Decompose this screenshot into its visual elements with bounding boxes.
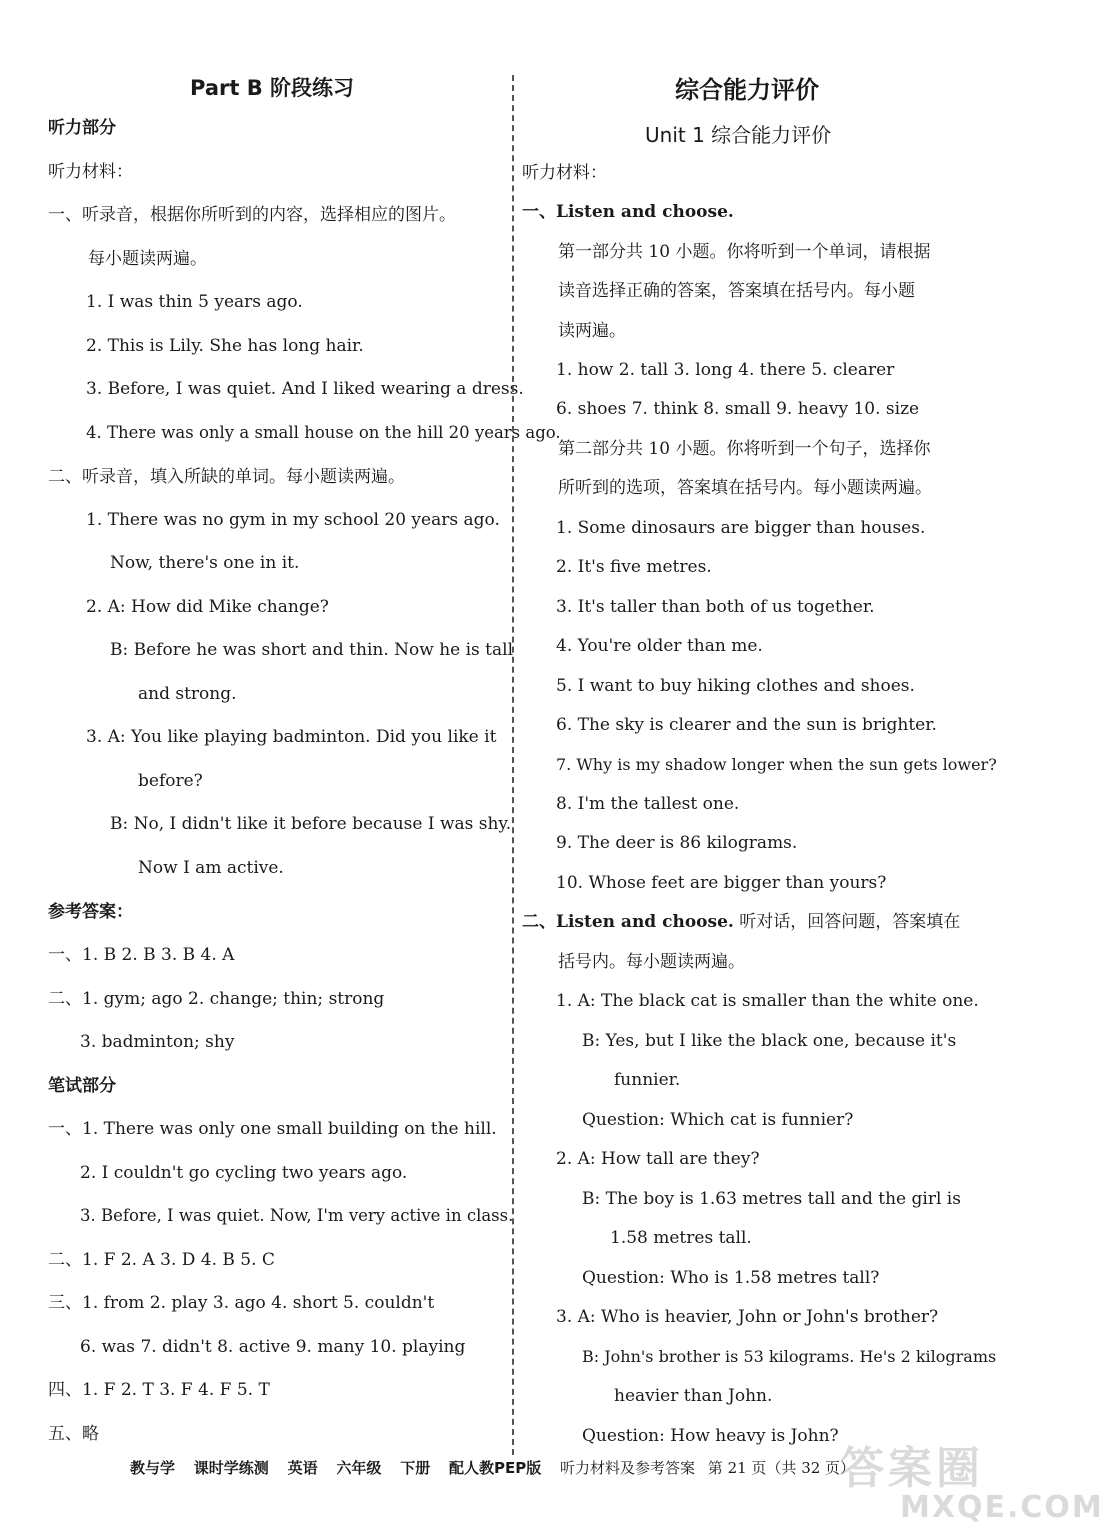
left-s2-line: before? <box>138 771 203 791</box>
left-s1-item: 4. There was only a small house on the hill 20 years ago. <box>86 423 561 442</box>
right-s2-line: B: The boy is 1.63 metres tall and the girl is <box>582 1189 961 1209</box>
answer-line: 3. badminton; shy <box>80 1032 235 1052</box>
right-s1-words: 1. how 2. tall 3. long 4. there 5. clearer <box>556 360 895 380</box>
right-s2-line: B: John's brother is 53 kilograms. He's 2 kilograms <box>582 1347 997 1366</box>
right-s2-line: 2. A: How tall are they? <box>556 1149 760 1169</box>
written-line: 2. I couldn't go cycling two years ago. <box>80 1163 408 1183</box>
left-s1-item: 3. Before, I was quiet. And I liked wearing a dress. <box>86 379 524 399</box>
left-s2-line: B: Before he was short and thin. Now he is tall <box>110 640 514 660</box>
right-materials-label: 听力材料： <box>522 163 607 183</box>
right-s2-line: funnier. <box>614 1070 681 1090</box>
right-s2-line: 1.58 metres tall. <box>610 1228 752 1248</box>
right-s1-sentence: 9. The deer is 86 kilograms. <box>556 833 798 853</box>
right-s2-title <box>522 911 960 933</box>
right-s1-sentence: 7. Why is my shadow longer when the sun gets lower? <box>556 755 997 774</box>
watermark-top: 答案圈 <box>840 1443 984 1494</box>
left-s2-line: and strong. <box>138 684 237 704</box>
right-s1-sentence: 1. Some dinosaurs are bigger than houses. <box>556 518 926 538</box>
right-s1-intro2: 第二部分共 10 小题。你将听到一个句子，选择你 <box>558 439 931 459</box>
left-s1-item: 1. I was thin 5 years ago. <box>86 292 303 312</box>
column-divider <box>512 75 514 1455</box>
right-s1-sentence: 6. The sky is clearer and the sun is brighter. <box>556 715 937 735</box>
right-s1-sentence: 5. I want to buy hiking clothes and shoes. <box>556 676 915 696</box>
watermark-bottom: MXQE.COM <box>900 1490 1104 1525</box>
written-line: 三、1. from 2. play 3. ago 4. short 5. couldn't <box>48 1293 435 1313</box>
right-s1-sentence: 4. You're older than me. <box>556 636 763 656</box>
written-line: 一、1. There was only one small building on the hill. <box>48 1119 497 1139</box>
footer-brand: 教与学 <box>130 1459 176 1477</box>
right-s1-sentence: 8. I'm the tallest one. <box>556 794 740 814</box>
written-line: 6. was 7. didn't 8. active 9. many 10. playing <box>80 1337 466 1357</box>
footer-page-number: 第 21 页（共 32 页） <box>707 1459 856 1477</box>
left-title: Part B 阶段练习 <box>190 76 355 100</box>
right-s2-line: Question: How heavy is John? <box>582 1426 839 1446</box>
left-s2-title: 二、听录音，填入所缺的单词。每小题读两遍。 <box>48 467 405 487</box>
left-s2-line: B: No, I didn't like it before because I was shy. <box>110 814 512 834</box>
written-line: 四、1. F 2. T 3. F 4. F 5. T <box>48 1380 270 1400</box>
page-footer <box>130 1457 863 1479</box>
right-s1-title: 一、Listen and choose. <box>522 202 734 222</box>
listening-heading: 听力部分 <box>48 118 116 138</box>
answer-line: 一、1. B 2. B 3. B 4. A <box>48 945 235 965</box>
right-s2-line: Question: Who is 1.58 metres tall? <box>582 1268 880 1288</box>
right-s1-sentence: 2. It's five metres. <box>556 557 712 577</box>
footer-series: 课时学练测 <box>193 1459 269 1477</box>
answers-label: 参考答案： <box>48 902 133 922</box>
right-s2-title-rest: 听对话，回答问题，答案填在 <box>739 912 961 932</box>
written-line: 五、略 <box>48 1424 99 1444</box>
right-s2-line: B: Yes, but I like the black one, because it's <box>582 1031 957 1051</box>
right-s1-sentence: 3. It's taller than both of us together. <box>556 597 875 617</box>
left-s2-line: Now, there's one in it. <box>110 553 300 573</box>
left-s2-line: Now I am active. <box>138 858 284 878</box>
right-s1-intro: 第一部分共 10 小题。你将听到一个单词，请根据 <box>558 242 931 262</box>
watermark <box>840 1432 1104 1528</box>
footer-edition: 配人教PEP版 <box>448 1459 542 1477</box>
right-subtitle: Unit 1 综合能力评价 <box>645 123 832 147</box>
left-s2-line: 1. There was no gym in my school 20 years ago. <box>86 510 500 530</box>
right-s1-sentence: 10. Whose feet are bigger than yours? <box>556 873 887 893</box>
left-s1-note: 每小题读两遍。 <box>88 249 207 269</box>
footer-subject: 英语 <box>287 1459 318 1477</box>
footer-section: 听力材料及参考答案 <box>560 1459 696 1477</box>
footer-volume: 下册 <box>400 1459 431 1477</box>
right-s1-words: 6. shoes 7. think 8. small 9. heavy 10. size <box>556 399 920 419</box>
right-title: 综合能力评价 <box>675 76 819 104</box>
left-s2-line: 3. A: You like playing badminton. Did you like it <box>86 727 497 747</box>
footer-grade: 六年级 <box>336 1459 382 1477</box>
left-s1-item: 2. This is Lily. She has long hair. <box>86 336 364 356</box>
written-line: 二、1. F 2. A 3. D 4. B 5. C <box>48 1250 275 1270</box>
left-s1-title: 一、听录音，根据你所听到的内容，选择相应的图片。 <box>48 205 456 225</box>
right-s1-intro: 读音选择正确的答案，答案填在括号内。每小题 <box>558 281 915 301</box>
right-s1-intro2: 所听到的选项，答案填在括号内。每小题读两遍。 <box>558 478 932 498</box>
right-s1-intro: 读两遍。 <box>558 321 626 341</box>
written-line: 3. Before, I was quiet. Now, I'm very active in class. <box>80 1206 514 1225</box>
left-materials-label: 听力材料： <box>48 162 133 182</box>
answer-line: 二、1. gym; ago 2. change; thin; strong <box>48 989 385 1009</box>
right-s2-title-bold: 二、Listen and choose. <box>522 912 734 932</box>
right-s2-line: 1. A: The black cat is smaller than the white one. <box>556 991 979 1011</box>
right-s2-line: heavier than John. <box>614 1386 773 1406</box>
written-heading: 笔试部分 <box>48 1076 116 1096</box>
right-s2-line: 3. A: Who is heavier, John or John's brother? <box>556 1307 939 1327</box>
right-s2-title-line2: 括号内。每小题读两遍。 <box>558 952 745 972</box>
right-s2-line: Question: Which cat is funnier? <box>582 1110 854 1130</box>
left-s2-line: 2. A: How did Mike change? <box>86 597 329 617</box>
